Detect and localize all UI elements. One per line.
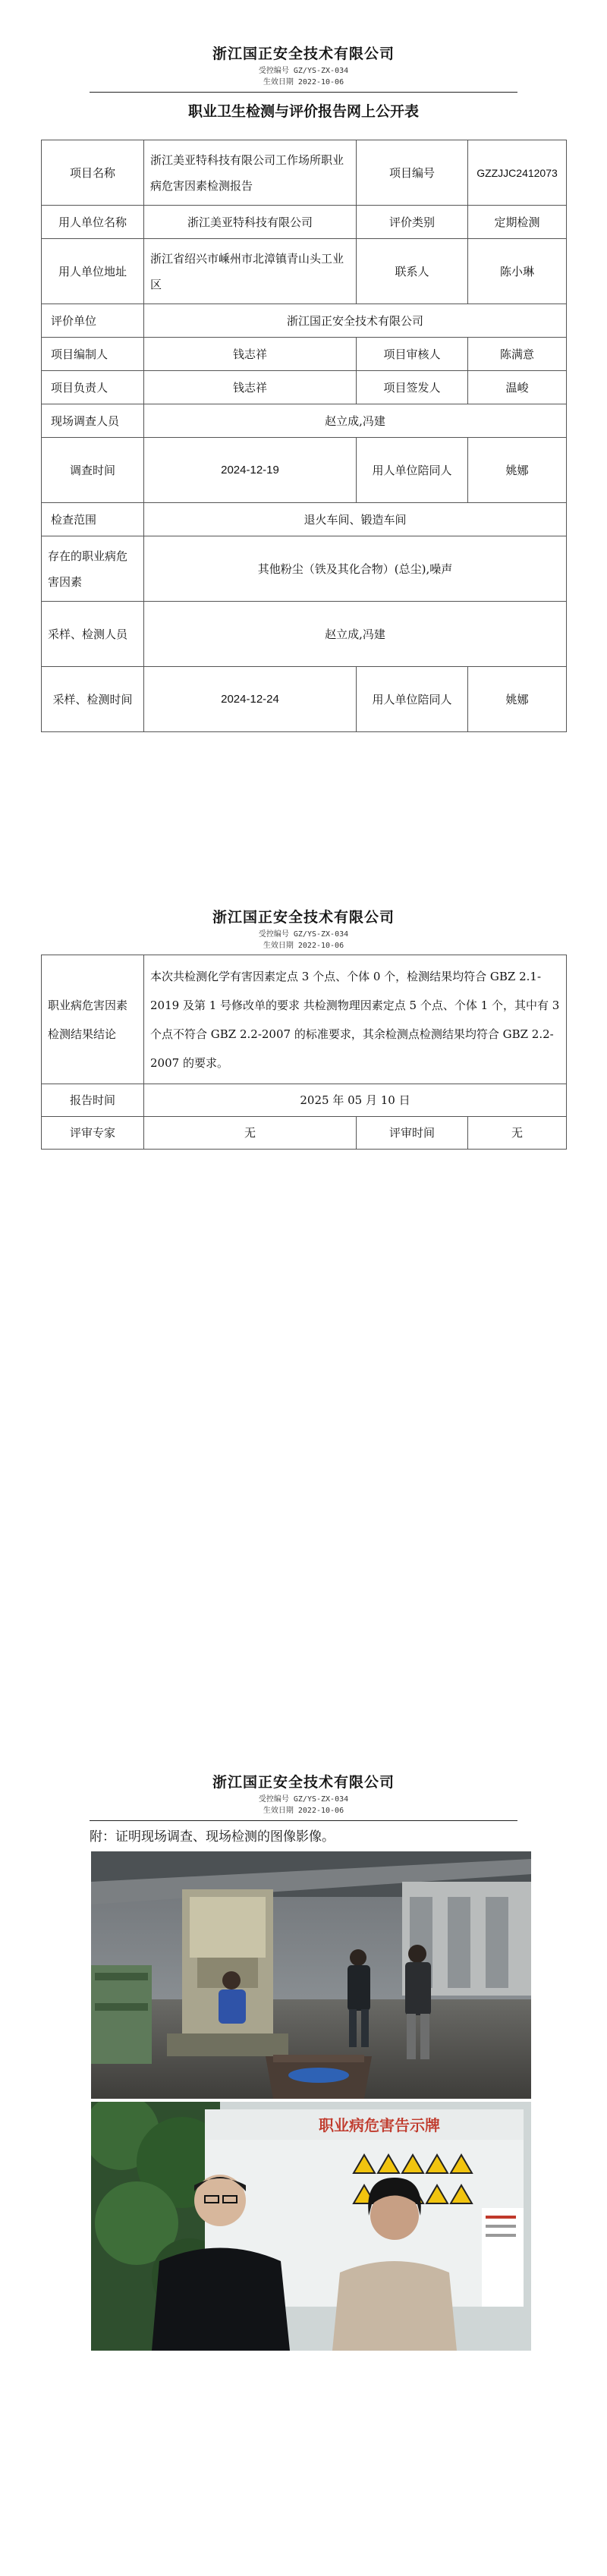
contact-value: 陈小琳: [468, 239, 567, 304]
address-label: 用人单位地址: [42, 239, 144, 304]
page-2: [0, 888, 607, 1267]
project-no-label: 项目编号: [357, 140, 468, 206]
staff-scene: [91, 2102, 531, 2351]
companion-label-2: 用人单位陪同人: [357, 667, 468, 732]
report-info-table: [41, 140, 567, 732]
sampling-time-label: 采样、检测时间: [42, 667, 144, 732]
companion-label-1: 用人单位陪同人: [357, 438, 468, 503]
eval-type-label: 评价类别: [357, 206, 468, 239]
hazards-value: 其他粉尘（铁及其化合物）(总尘),噪声: [144, 536, 567, 602]
sampling-time-value: 2024-12-24: [144, 667, 357, 732]
notice-board-title: 职业病危害告示牌: [319, 2116, 440, 2134]
samplers-value: 赵立成,冯建: [144, 602, 567, 667]
project-name-value: 浙江美亚特科技有限公司工作场所职业病危害因素检测报告: [144, 140, 357, 206]
employer-value: 浙江美亚特科技有限公司: [144, 206, 357, 239]
page-3: [0, 1760, 607, 2576]
workshop-photo: [91, 1851, 531, 2099]
scope-label: 检查范围: [42, 503, 144, 536]
evaluator-label: 评价单位: [42, 304, 144, 338]
eval-type-value: 定期检测: [468, 206, 567, 239]
workshop-scene: [91, 1851, 531, 2099]
compiler-label: 项目编制人: [42, 338, 144, 371]
review-time-label: 评审时间: [357, 1117, 468, 1150]
report-time-value: 2025 年 05 月 10 日: [144, 1084, 567, 1117]
effective-date: 生效日期 2022-10-06: [263, 78, 344, 86]
companion-value-1: 姚娜: [468, 438, 567, 503]
samplers-label: 采样、检测人员: [42, 602, 144, 667]
leader-label: 项目负责人: [42, 371, 144, 404]
issuer-label: 项目签发人: [357, 371, 468, 404]
page-title: 职业卫生检测与评价报告网上公开表: [187, 103, 419, 120]
control-number: 受控编号 GZ/YS-ZX-034: [258, 1795, 349, 1804]
compiler-value: 钱志祥: [144, 338, 357, 371]
address-value: 浙江省绍兴市嵊州市北漳镇青山头工业区: [144, 239, 357, 304]
report-time-label: 报告时间: [42, 1084, 144, 1117]
conclusion-table: [41, 955, 567, 1150]
company-name: 浙江国正安全技术有限公司: [212, 909, 395, 926]
staff-photo: [91, 2102, 531, 2351]
header-divider: [90, 92, 517, 93]
review-time-value: 无: [468, 1117, 567, 1150]
survey-time-label: 调查时间: [42, 438, 144, 503]
project-no-value: GZZJJC2412073: [468, 140, 567, 206]
effective-date: 生效日期 2022-10-06: [263, 942, 344, 950]
company-name: 浙江国正安全技术有限公司: [212, 1774, 395, 1791]
companion-value-2: 姚娜: [468, 667, 567, 732]
effective-date: 生效日期 2022-10-06: [263, 1807, 344, 1815]
contact-label: 联系人: [357, 239, 468, 304]
scope-value: 退火车间、锻造车间: [144, 503, 567, 536]
surveyors-label: 现场调查人员: [42, 404, 144, 438]
conclusion-label: 职业病危害因素检测结果结论: [42, 955, 144, 1084]
conclusion-value: 本次共检测化学有害因素定点 3 个点、个体 0 个，检测结果均符合 GBZ 2.1-2019 及第 1 号修改单的要求 共检测物理因素定点 5 个点、个体 1 个，其中有 3 个点不符合 GBZ 2.2-2007 的标准要求，其余检测点检测结果均符合 GBZ 2.2-2007 的要求。: [144, 955, 567, 1084]
reviewer-value: 陈满意: [468, 338, 567, 371]
expert-value: 无: [144, 1117, 357, 1150]
survey-time-value: 2024-12-19: [144, 438, 357, 503]
header-divider: [90, 1820, 517, 1821]
hazards-label: 存在的职业病危害因素: [42, 536, 144, 602]
attachment-label: 附：证明现场调查、现场检测的图像影像。: [90, 1829, 335, 1845]
control-number: 受控编号 GZ/YS-ZX-034: [258, 930, 349, 939]
reviewer-label: 项目审核人: [357, 338, 468, 371]
leader-value: 钱志祥: [144, 371, 357, 404]
evaluator-value: 浙江国正安全技术有限公司: [144, 304, 567, 338]
issuer-value: 温峻: [468, 371, 567, 404]
employer-label: 用人单位名称: [42, 206, 144, 239]
company-name: 浙江国正安全技术有限公司: [212, 46, 395, 62]
control-number: 受控编号 GZ/YS-ZX-034: [258, 67, 349, 75]
page-1: [0, 0, 607, 759]
expert-label: 评审专家: [42, 1117, 144, 1150]
project-name-label: 项目名称: [42, 140, 144, 206]
surveyors-value: 赵立成,冯建: [144, 404, 567, 438]
